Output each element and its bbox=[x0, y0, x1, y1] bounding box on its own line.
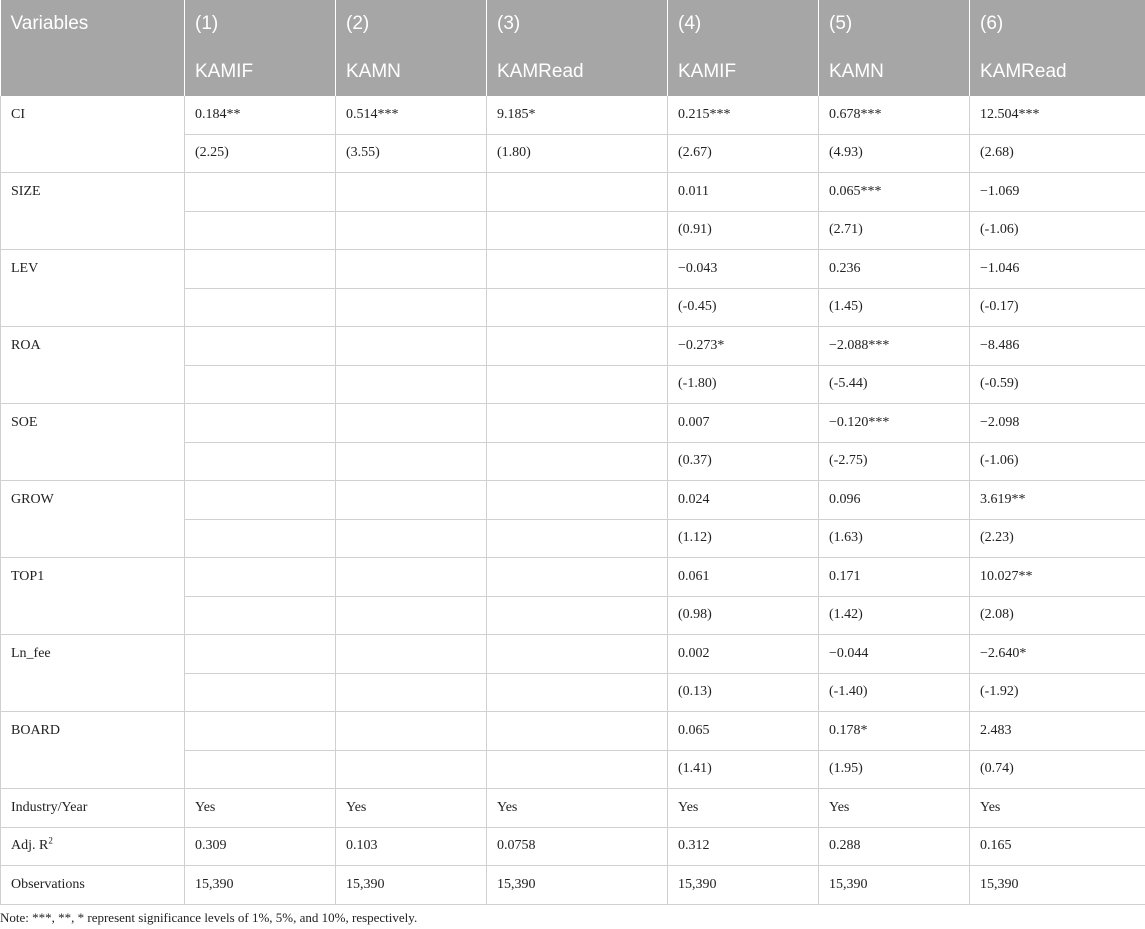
table-row bbox=[1, 173, 1145, 212]
table-row bbox=[1, 827, 1145, 866]
coef-cell bbox=[487, 481, 668, 520]
coef-cell: 3.619** bbox=[970, 481, 1145, 520]
t-stat-cell bbox=[336, 442, 487, 481]
row-label: ROA bbox=[1, 327, 185, 404]
value-cell: Yes bbox=[668, 789, 819, 828]
t-stat-cell bbox=[336, 673, 487, 712]
t-stat-cell: (-0.45) bbox=[668, 288, 819, 327]
coef-cell: 0.215*** bbox=[668, 96, 819, 134]
coef-cell bbox=[487, 173, 668, 212]
value-cell: Yes bbox=[336, 789, 487, 828]
coef-cell bbox=[487, 327, 668, 366]
t-stat-cell: (3.55) bbox=[336, 134, 487, 173]
coef-cell bbox=[336, 558, 487, 597]
value-cell: 0.309 bbox=[185, 827, 336, 866]
coef-cell bbox=[336, 250, 487, 289]
coef-cell bbox=[185, 173, 336, 212]
coef-cell: −0.044 bbox=[819, 635, 970, 674]
coef-cell bbox=[487, 250, 668, 289]
coef-cell bbox=[336, 712, 487, 751]
t-stat-cell: (4.93) bbox=[819, 134, 970, 173]
value-cell: 0.165 bbox=[970, 827, 1145, 866]
row-label: Ln_fee bbox=[1, 635, 185, 712]
header-col-number: (2) bbox=[336, 0, 487, 48]
row-label: Industry/Year bbox=[1, 789, 185, 828]
table-row bbox=[1, 96, 1145, 134]
value-cell: 15,390 bbox=[668, 866, 819, 905]
t-stat-cell bbox=[487, 365, 668, 404]
coef-cell: −1.046 bbox=[970, 250, 1145, 289]
coef-cell bbox=[185, 250, 336, 289]
coef-cell bbox=[336, 635, 487, 674]
t-stat-cell: (0.13) bbox=[668, 673, 819, 712]
t-stat-cell: (-1.40) bbox=[819, 673, 970, 712]
row-label: BOARD bbox=[1, 712, 185, 789]
value-cell: Yes bbox=[970, 789, 1145, 828]
header-variables: Variables bbox=[1, 0, 185, 96]
coef-cell: −0.120*** bbox=[819, 404, 970, 443]
header-col-number: (4) bbox=[668, 0, 819, 48]
coef-cell bbox=[185, 481, 336, 520]
coef-cell: 0.061 bbox=[668, 558, 819, 597]
coef-cell: −1.069 bbox=[970, 173, 1145, 212]
value-cell: Yes bbox=[185, 789, 336, 828]
table-row bbox=[1, 481, 1145, 520]
header-col-number: (3) bbox=[487, 0, 668, 48]
coef-cell: −2.640* bbox=[970, 635, 1145, 674]
t-stat-cell bbox=[185, 673, 336, 712]
t-stat-cell: (0.74) bbox=[970, 750, 1145, 789]
t-stat-cell bbox=[487, 519, 668, 558]
t-stat-cell: (2.71) bbox=[819, 211, 970, 250]
coef-cell: 9.185* bbox=[487, 96, 668, 134]
value-cell: 15,390 bbox=[970, 866, 1145, 905]
header-row-numbers bbox=[1, 0, 1145, 48]
table-row bbox=[1, 327, 1145, 366]
value-cell: 0.103 bbox=[336, 827, 487, 866]
value-cell: 15,390 bbox=[185, 866, 336, 905]
table-row bbox=[1, 789, 1145, 828]
coef-cell bbox=[487, 635, 668, 674]
table-row bbox=[1, 558, 1145, 597]
t-stat-cell: (-1.06) bbox=[970, 211, 1145, 250]
header-col-name: KAMRead bbox=[487, 48, 668, 96]
value-cell: Yes bbox=[819, 789, 970, 828]
table-row bbox=[1, 635, 1145, 674]
coef-cell bbox=[185, 635, 336, 674]
coef-cell: 0.024 bbox=[668, 481, 819, 520]
t-stat-cell: (1.95) bbox=[819, 750, 970, 789]
value-cell: Yes bbox=[487, 789, 668, 828]
t-stat-cell: (2.67) bbox=[668, 134, 819, 173]
coef-cell: 12.504*** bbox=[970, 96, 1145, 134]
row-label-superscript: 2 bbox=[48, 835, 53, 846]
t-stat-cell: (-0.59) bbox=[970, 365, 1145, 404]
coef-cell: 0.236 bbox=[819, 250, 970, 289]
coef-cell: 0.065*** bbox=[819, 173, 970, 212]
header-col-name: KAMN bbox=[819, 48, 970, 96]
coef-cell: 0.678*** bbox=[819, 96, 970, 134]
t-stat-cell bbox=[336, 365, 487, 404]
coef-cell: 10.027** bbox=[970, 558, 1145, 597]
coef-cell bbox=[487, 558, 668, 597]
row-label: SOE bbox=[1, 404, 185, 481]
t-stat-cell: (2.68) bbox=[970, 134, 1145, 173]
t-stat-cell bbox=[487, 596, 668, 635]
table-row bbox=[1, 250, 1145, 289]
t-stat-cell: (-1.06) bbox=[970, 442, 1145, 481]
header-col-number: (6) bbox=[970, 0, 1145, 48]
coef-cell: −0.043 bbox=[668, 250, 819, 289]
value-cell: 0.312 bbox=[668, 827, 819, 866]
t-stat-cell: (-0.17) bbox=[970, 288, 1145, 327]
coef-cell: −2.098 bbox=[970, 404, 1145, 443]
t-stat-cell: (1.45) bbox=[819, 288, 970, 327]
row-label: LEV bbox=[1, 250, 185, 327]
coef-cell: 0.171 bbox=[819, 558, 970, 597]
t-stat-cell bbox=[487, 750, 668, 789]
header-col-name: KAMIF bbox=[668, 48, 819, 96]
t-stat-cell: (0.91) bbox=[668, 211, 819, 250]
t-stat-cell bbox=[185, 442, 336, 481]
t-stat-cell bbox=[336, 288, 487, 327]
header-col-name: KAMIF bbox=[185, 48, 336, 96]
table-row bbox=[1, 404, 1145, 443]
coef-cell: 0.011 bbox=[668, 173, 819, 212]
coef-cell bbox=[487, 712, 668, 751]
header-col-number: (1) bbox=[185, 0, 336, 48]
value-cell: 15,390 bbox=[487, 866, 668, 905]
t-stat-cell bbox=[487, 442, 668, 481]
table-note: Note: ***, **, * represent significance levels of 1%, 5%, and 10%, respectively. bbox=[0, 910, 418, 925]
row-label: GROW bbox=[1, 481, 185, 558]
t-stat-cell bbox=[185, 596, 336, 635]
coef-cell bbox=[185, 327, 336, 366]
header-col-name: KAMRead bbox=[970, 48, 1145, 96]
coef-cell bbox=[336, 327, 487, 366]
row-label: Observations bbox=[1, 866, 185, 905]
row-label: TOP1 bbox=[1, 558, 185, 635]
t-stat-cell: (2.23) bbox=[970, 519, 1145, 558]
table-body bbox=[1, 96, 1145, 904]
table-header bbox=[1, 0, 1145, 96]
t-stat-cell: (-2.75) bbox=[819, 442, 970, 481]
coef-cell: 0.184** bbox=[185, 96, 336, 134]
coef-cell: 0.096 bbox=[819, 481, 970, 520]
t-stat-cell: (2.25) bbox=[185, 134, 336, 173]
coef-cell: 0.065 bbox=[668, 712, 819, 751]
t-stat-cell bbox=[185, 365, 336, 404]
t-stat-cell: (2.08) bbox=[970, 596, 1145, 635]
t-stat-cell: (1.63) bbox=[819, 519, 970, 558]
t-stat-cell: (-5.44) bbox=[819, 365, 970, 404]
coef-cell: 0.514*** bbox=[336, 96, 487, 134]
t-stat-cell bbox=[336, 519, 487, 558]
t-stat-cell: (-1.80) bbox=[668, 365, 819, 404]
table-row bbox=[1, 866, 1145, 905]
coef-cell: 0.002 bbox=[668, 635, 819, 674]
coef-cell bbox=[487, 404, 668, 443]
value-cell: 0.288 bbox=[819, 827, 970, 866]
t-stat-cell: (0.98) bbox=[668, 596, 819, 635]
t-stat-cell: (1.12) bbox=[668, 519, 819, 558]
t-stat-cell bbox=[487, 673, 668, 712]
coef-cell bbox=[185, 712, 336, 751]
table-row bbox=[1, 712, 1145, 751]
coef-cell bbox=[185, 558, 336, 597]
row-label: SIZE bbox=[1, 173, 185, 250]
row-label bbox=[1, 827, 185, 866]
t-stat-cell: (-1.92) bbox=[970, 673, 1145, 712]
t-stat-cell bbox=[185, 211, 336, 250]
row-label: CI bbox=[1, 96, 185, 173]
coef-cell bbox=[185, 404, 336, 443]
t-stat-cell bbox=[336, 596, 487, 635]
t-stat-cell: (1.80) bbox=[487, 134, 668, 173]
t-stat-cell: (1.41) bbox=[668, 750, 819, 789]
coef-cell bbox=[336, 173, 487, 212]
t-stat-cell bbox=[185, 750, 336, 789]
header-col-number: (5) bbox=[819, 0, 970, 48]
value-cell: 15,390 bbox=[819, 866, 970, 905]
coef-cell bbox=[336, 404, 487, 443]
coef-cell: −2.088*** bbox=[819, 327, 970, 366]
t-stat-cell bbox=[487, 211, 668, 250]
t-stat-cell bbox=[185, 519, 336, 558]
t-stat-cell: (0.37) bbox=[668, 442, 819, 481]
value-cell: 15,390 bbox=[336, 866, 487, 905]
coef-cell bbox=[336, 481, 487, 520]
coef-cell: −8.486 bbox=[970, 327, 1145, 366]
row-label-main: Adj. R bbox=[11, 838, 49, 854]
coef-cell: 2.483 bbox=[970, 712, 1145, 751]
t-stat-cell bbox=[487, 288, 668, 327]
t-stat-cell bbox=[336, 211, 487, 250]
t-stat-cell bbox=[185, 288, 336, 327]
coef-cell: −0.273* bbox=[668, 327, 819, 366]
value-cell: 0.0758 bbox=[487, 827, 668, 866]
header-col-name: KAMN bbox=[336, 48, 487, 96]
coef-cell: 0.178* bbox=[819, 712, 970, 751]
coef-cell: 0.007 bbox=[668, 404, 819, 443]
t-stat-cell bbox=[336, 750, 487, 789]
t-stat-cell: (1.42) bbox=[819, 596, 970, 635]
